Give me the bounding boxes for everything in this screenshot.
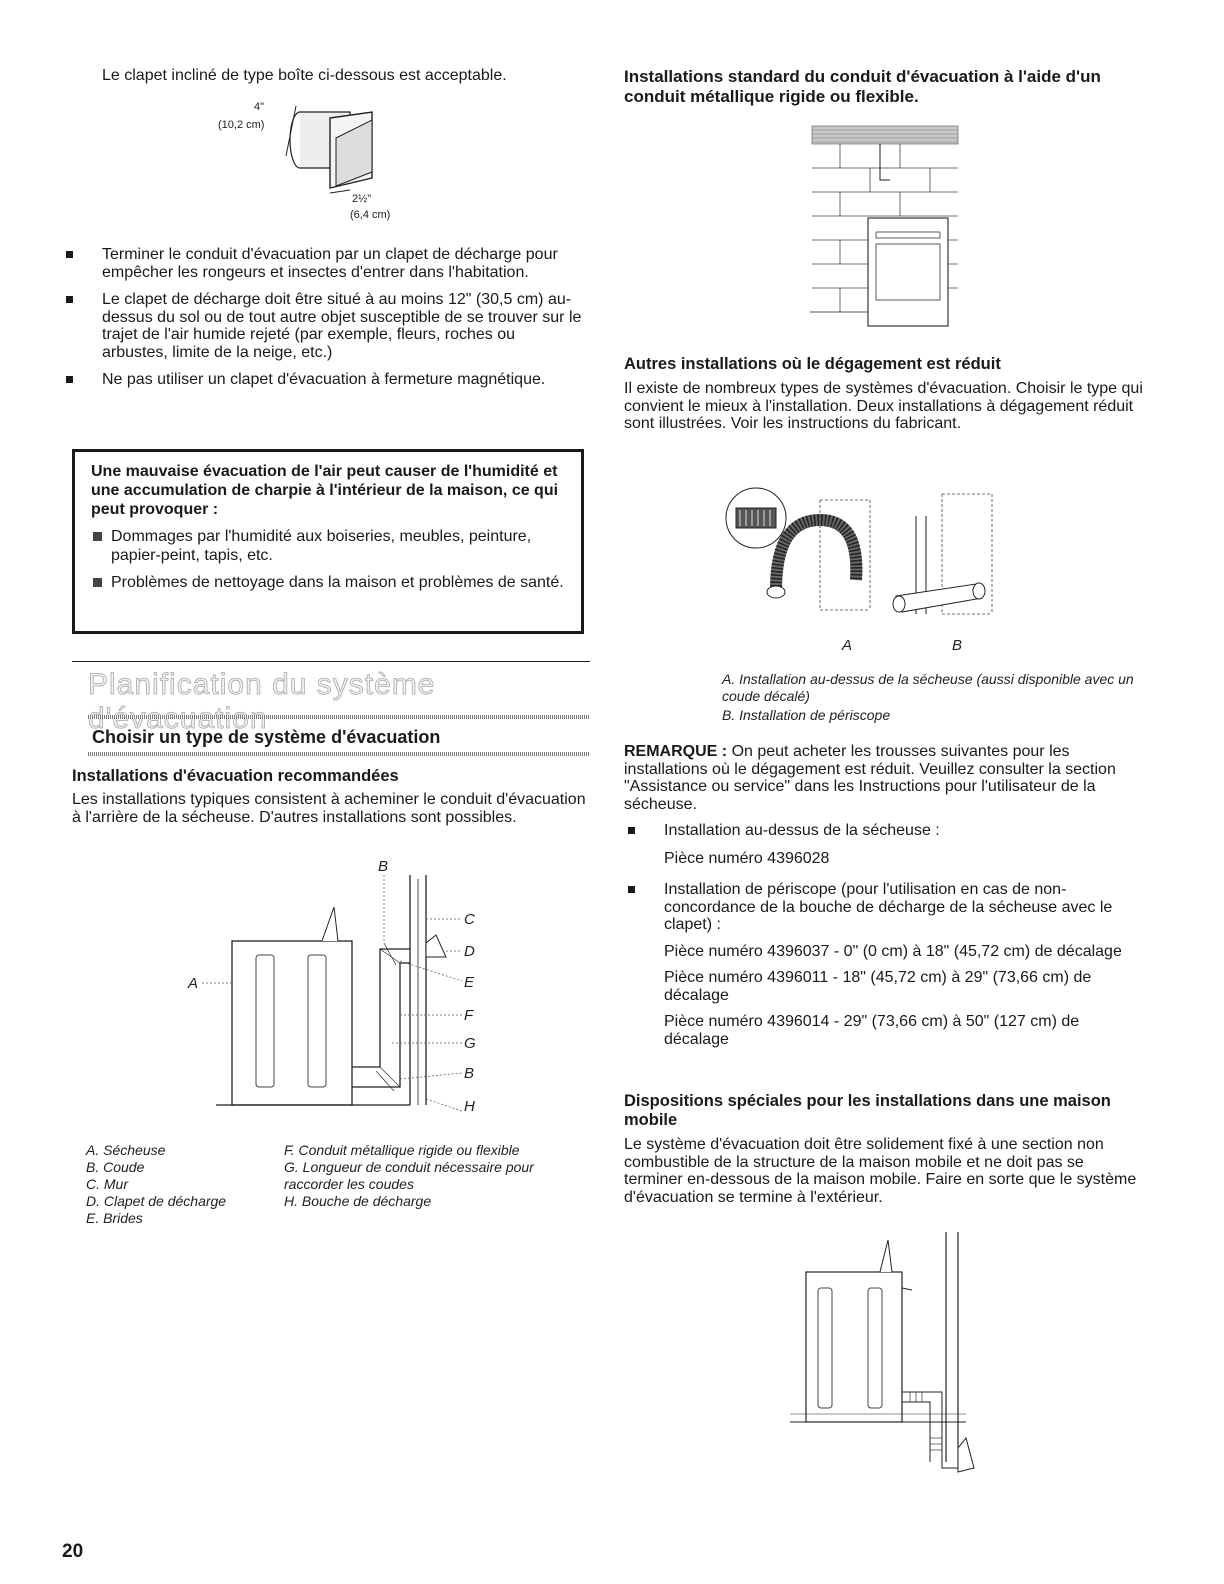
legend-item: G. Longueur de conduit nécessaire pour raccorder les coudes [284,1159,534,1192]
page-number: 20 [62,1541,84,1562]
legend-item: A. Sécheuse [86,1142,166,1158]
label-F: F [464,1007,474,1024]
reduced-clearance-captions [722,671,1142,724]
legend-item: D. Clapet de décharge [86,1193,227,1209]
legend-item: E. Brides [86,1210,143,1226]
kit-item-over-dryer [624,822,1144,867]
recommended-heading: Installations d'évacuation recommandées [72,767,399,785]
label-H: H [464,1098,475,1115]
legend-item: B. Coude [86,1159,145,1175]
vent-hood-illustration [200,98,430,228]
list-item: Ne pas utiliser un clapet d'évacuation à fermeture magnétique. [62,371,582,389]
warning-item: Dommages par l'humidité aux boiseries, meubles, peinture, papier-peint, tapis, etc. [91,527,569,565]
mobile-home-illustration [780,1232,1000,1482]
warning-heading: Une mauvaise évacuation de l'air peut causer de l'humidité et une accumulation de charpie à l'intérieur de la maison, ce qui peut provoquer : [91,463,559,518]
kit2-part: Pièce numéro 4396011 - 18" (45,72 cm) à 29" (73,66 cm) de décalage [664,969,1092,1004]
kit2-part: Pièce numéro 4396014 - 29" (73,66 cm) à 50" (127 cm) de décalage [664,1013,1080,1048]
label-A: A [188,975,199,992]
kit2-part: Pièce numéro 4396037 - 0" (0 cm) à 18" (45,72 cm) de décalage [664,942,1122,960]
label-D: D [464,943,475,960]
note-text: On peut acheter les trousses suivantes pour les installations où le dégagement est réduit. Veuillez consulter la section "Assistance ou service" dans les Instructions pour l'utilisateur de la sécheuse. [624,743,1116,813]
kit-item-periscope [624,881,1144,1048]
diagram-legend-col1 [86,1142,276,1227]
warning-box [72,449,584,634]
label-E: E [464,974,475,991]
warning-item: Problèmes de nettoyage dans la maison et problèmes de santé. [91,573,569,592]
recommended-text: Les installations typiques consistent à acheminer le conduit d'évacuation à l'arrière de la sécheuse. D'autres installations sont possibles. [72,791,586,826]
note-label: REMARQUE : [624,743,728,760]
hood-dim-top-cm: (10,2 cm) [218,119,265,131]
label-B-bottom: B [464,1065,475,1082]
list-item: Terminer le conduit d'évacuation par un clapet de décharge pour empêcher les rongeurs et insectes d'entrer dans l'habitation. [62,246,582,281]
label-C: C [464,911,475,928]
mobile-home-text: Le système d'évacuation doit être solidement fixé à une section non combustible de la structure de la maison mobile et ne doit pas se terminer en-dessous de la maison mobile. Faire en sorte que le système d'évacuation se termine à l'extérieur. [624,1136,1137,1206]
hood-requirements-list [62,246,582,399]
note-paragraph [624,743,1144,813]
standard-install-heading: Installations standard du conduit d'évacuation à l'aide d'un conduit métallique rigide ou flexible. [624,67,1101,106]
subsection-hatch [88,752,590,756]
diagram-legend-col2 [284,1142,576,1210]
legend-item: F. Conduit métallique rigide ou flexible [284,1142,520,1158]
mobile-home-heading: Dispositions spéciales pour les installations dans une maison mobile [624,1092,1111,1129]
kit1-part: Pièce numéro 4396028 [664,849,830,867]
hood-dim-bottom-in: 2½" [352,193,372,205]
reduced-clearance-text: Il existe de nombreux types de systèmes d'évacuation. Choisir le type qui convient le mieux à l'installation. Deux installations à dégagement réduit sont illustrées. Voir les instructions du fabricant. [624,380,1143,432]
subsection-title: Choisir un type de système d'évacuation [92,727,441,747]
legend-item: C. Mur [86,1176,128,1192]
caption-b: B. Installation de périscope [722,707,891,723]
section-title: Planification du système [88,668,436,701]
hood-dim-bottom-cm: (6,4 cm) [350,209,391,221]
section-rule [72,661,590,662]
caption-a: A. Installation au-dessus de la sécheuse (aussi disponible avec un coude décalé) [722,671,1134,704]
list-item: Le clapet de décharge doit être situé à au moins 12" (30,5 cm) au-dessus du sol ou de tout autre objet susceptible de se trouver sur le trajet de l'air humide rejeté (par exemple, fleurs, roches ou arbustes, limite de la neige, etc.) [62,291,582,361]
fig-label-b: B [952,637,963,654]
reduced-clearance-illustration [720,480,1000,656]
reduced-clearance-heading: Autres installations où le dégagement est réduit [624,355,1001,373]
label-G: G [464,1035,476,1052]
standard-install-illustration [810,120,960,332]
kit-list [624,822,1144,1058]
label-B-top: B [378,858,389,875]
fig-label-a: A [842,637,853,654]
kit1-label: Installation au-dessus de la sécheuse : [664,822,940,839]
intro-text: Le clapet incliné de type boîte ci-dessous est acceptable. [102,67,507,84]
hood-dim-top-in: 4" [254,101,265,113]
legend-item: H. Bouche de décharge [284,1193,432,1209]
standard-vent-diagram [180,855,500,1115]
section-hatch [88,715,590,719]
kit2-label: Installation de périscope (pour l'utilisation en cas de non-concordance de la bouche de décharge de la sécheuse avec le clapet) : [664,881,1113,933]
